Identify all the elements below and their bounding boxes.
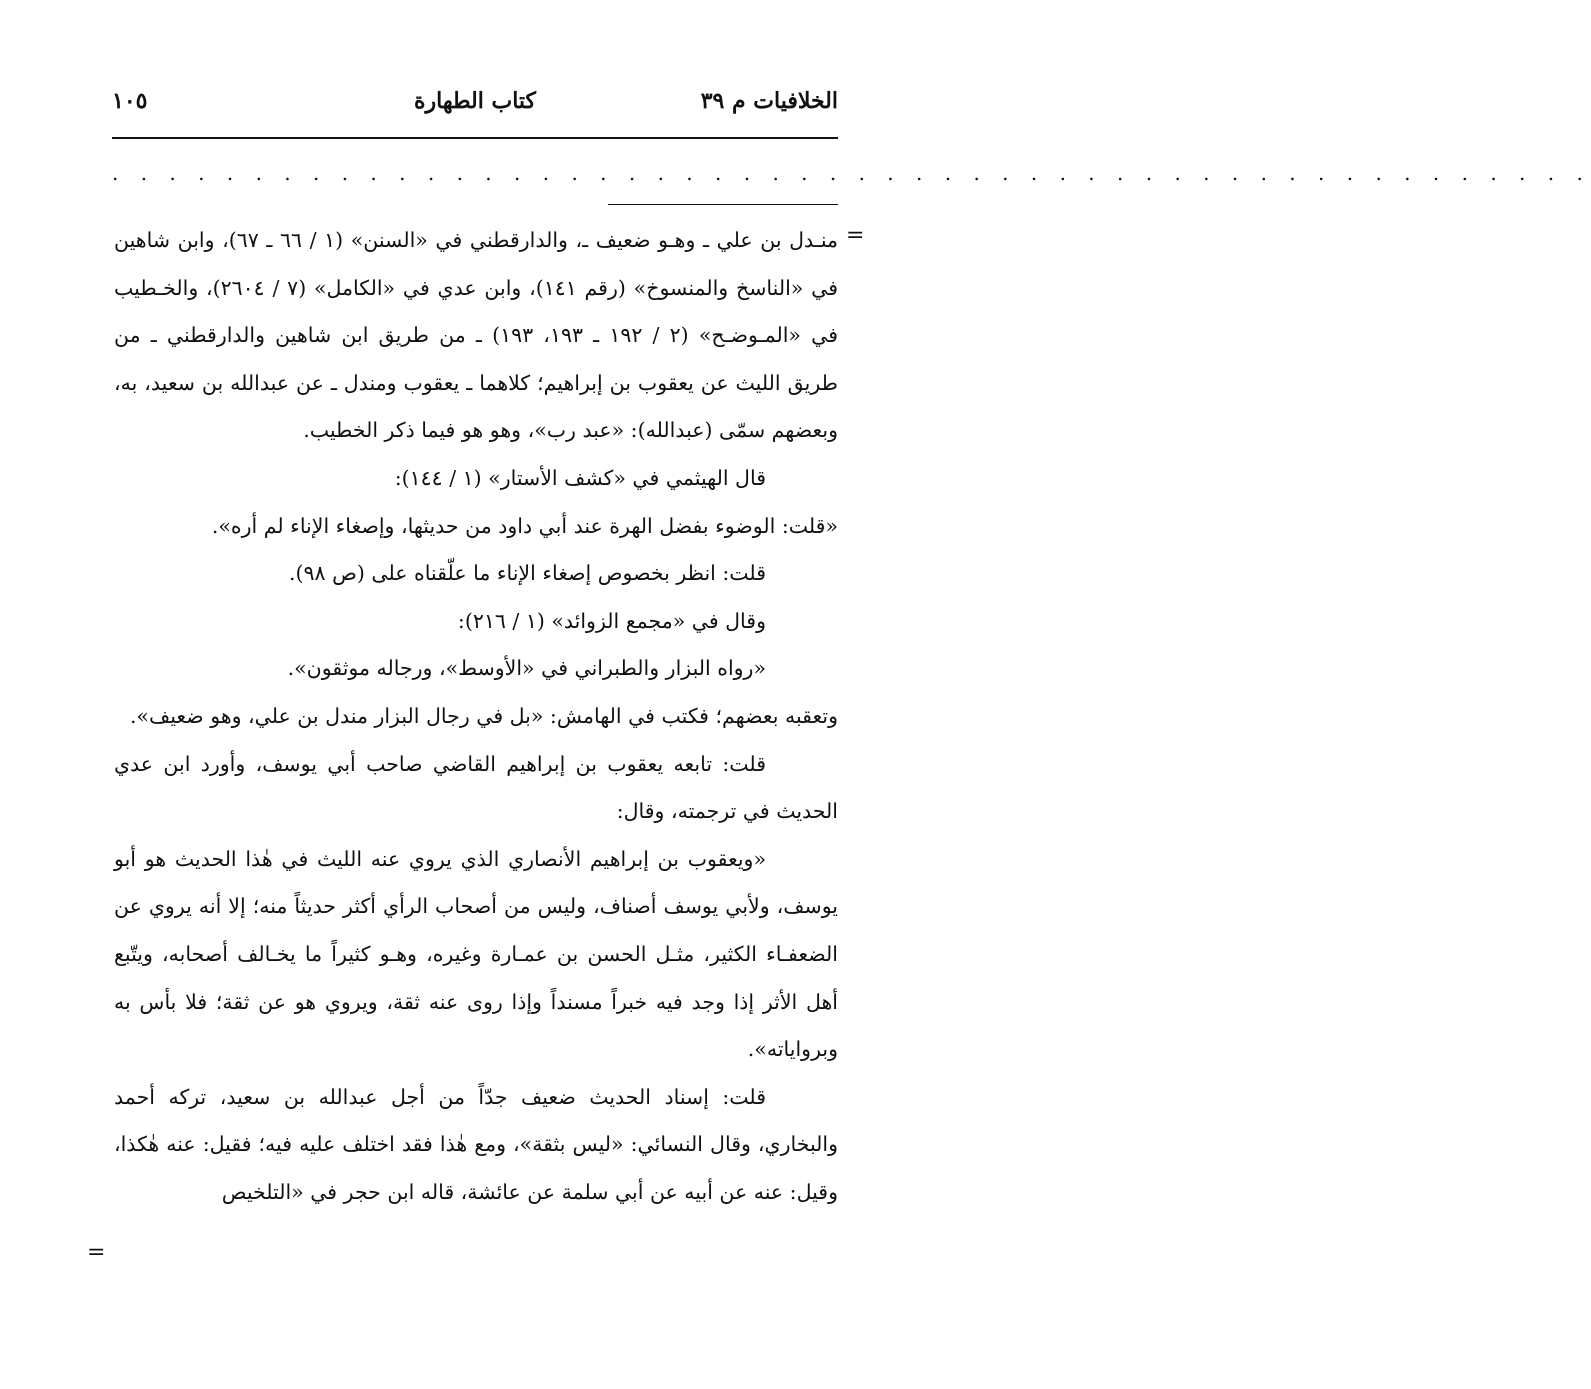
footnote-rule xyxy=(608,204,838,205)
paragraph: «قلت: الوضوء بفضل الهرة عند أبي داود من حديثها، وإصغاء الإناء لم أره». xyxy=(211,513,838,538)
header-rule xyxy=(112,137,838,139)
paragraph: «رواه البزار والطبراني في «الأوسط»، ورجاله موثقون». xyxy=(287,656,766,681)
footnote-body xyxy=(114,217,838,1216)
book-title: كتاب الطهارة xyxy=(413,88,537,114)
page-number: ١٠٥ xyxy=(112,88,148,114)
paragraph: «ويعقوب بن إبراهيم الأنصاري الذي يروي عنه الليث في هٰذا الحديث هو أبو يوسف، ولأبي يوسف أصناف، وليس من أصحاب الرأي أكثر حديثاً منه؛ إلا أنه يروي عن الضعفـاء الكثير، مثـل الحسن بن عمـارة وغيره، وهـو كثيراً ما يخـالف أصحابه، ويتّبع أهل الأثر إذا وجد فيه خبراً مسنداً وإذا روى عنه ثقة، ويروي هو عن ثقة؛ فلا بأس به وبرواياته». xyxy=(114,846,838,1062)
page-header xyxy=(112,88,838,128)
paragraph: وتعقبه بعضهم؛ فكتب في الهامش: «بل في رجال البزار مندل بن علي، وهو ضعيف». xyxy=(129,703,838,728)
paragraph: قلت: تابعه يعقوب بن إبراهيم القاضي صاحب أبي يوسف، وأورد ابن عدي الحديث في ترجمته، وقال: xyxy=(114,751,838,824)
section-label: الخلافيات م ٣٩ xyxy=(700,88,838,114)
continuation-mark-bottom: = xyxy=(87,1240,106,1265)
continuation-mark-top: = xyxy=(846,223,865,248)
paragraph: منـدل بن علي ـ وهـو ضعيف ـ، والدارقطني في «السنن» (١ / ٦٦ ـ ٦٧)، وابن شاهين في «الناسخ والمنسوخ» (رقم ١٤١)، وابن عدي في «الكامل» (٧ / ٢٦٠٤)، والخـطيب في «المـوضـح» (٢ / ١٩٢ ـ ١٩٣، ١٩٣) ـ من طريق ابن شاهين والدارقطني ـ من طريق الليث عن يعقوب بن إبراهيم؛ كلاهما ـ يعقوب ومندل ـ عن عبدالله بن سعيد، به، وبعضهم سمّى (عبدالله): «عبد رب»، وهو هو فيما ذكر الخطيب. xyxy=(114,228,839,443)
paragraph: وقال في «مجمع الزوائد» (١ / ٢١٦): xyxy=(457,608,766,633)
paragraph: قال الهيثمي في «كشف الأستار» (١ / ١٤٤): xyxy=(394,465,766,490)
dotted-separator: . . . . . . . . . . . . . . . . . . . . . . . . . . . . . . . . . . . . . . . . . . . . . . . . . . . . xyxy=(112,161,1591,185)
paragraph: قلت: انظر بخصوص إصغاء الإناء ما علّقناه على (ص ٩٨). xyxy=(289,561,766,586)
paragraph: قلت: إسناد الحديث ضعيف جدّاً من أجل عبدالله بن سعيد، تركه أحمد والبخاري، وقال النسائي: «ليس بثقة»، ومع هٰذا فقد اختلف عليه فيه؛ فقيل: عنه هٰكذا، وقيل: عنه عن أبيه عن أبي سلمة عن عائشة، قاله ابن حجر في «التلخيص xyxy=(114,1084,838,1204)
